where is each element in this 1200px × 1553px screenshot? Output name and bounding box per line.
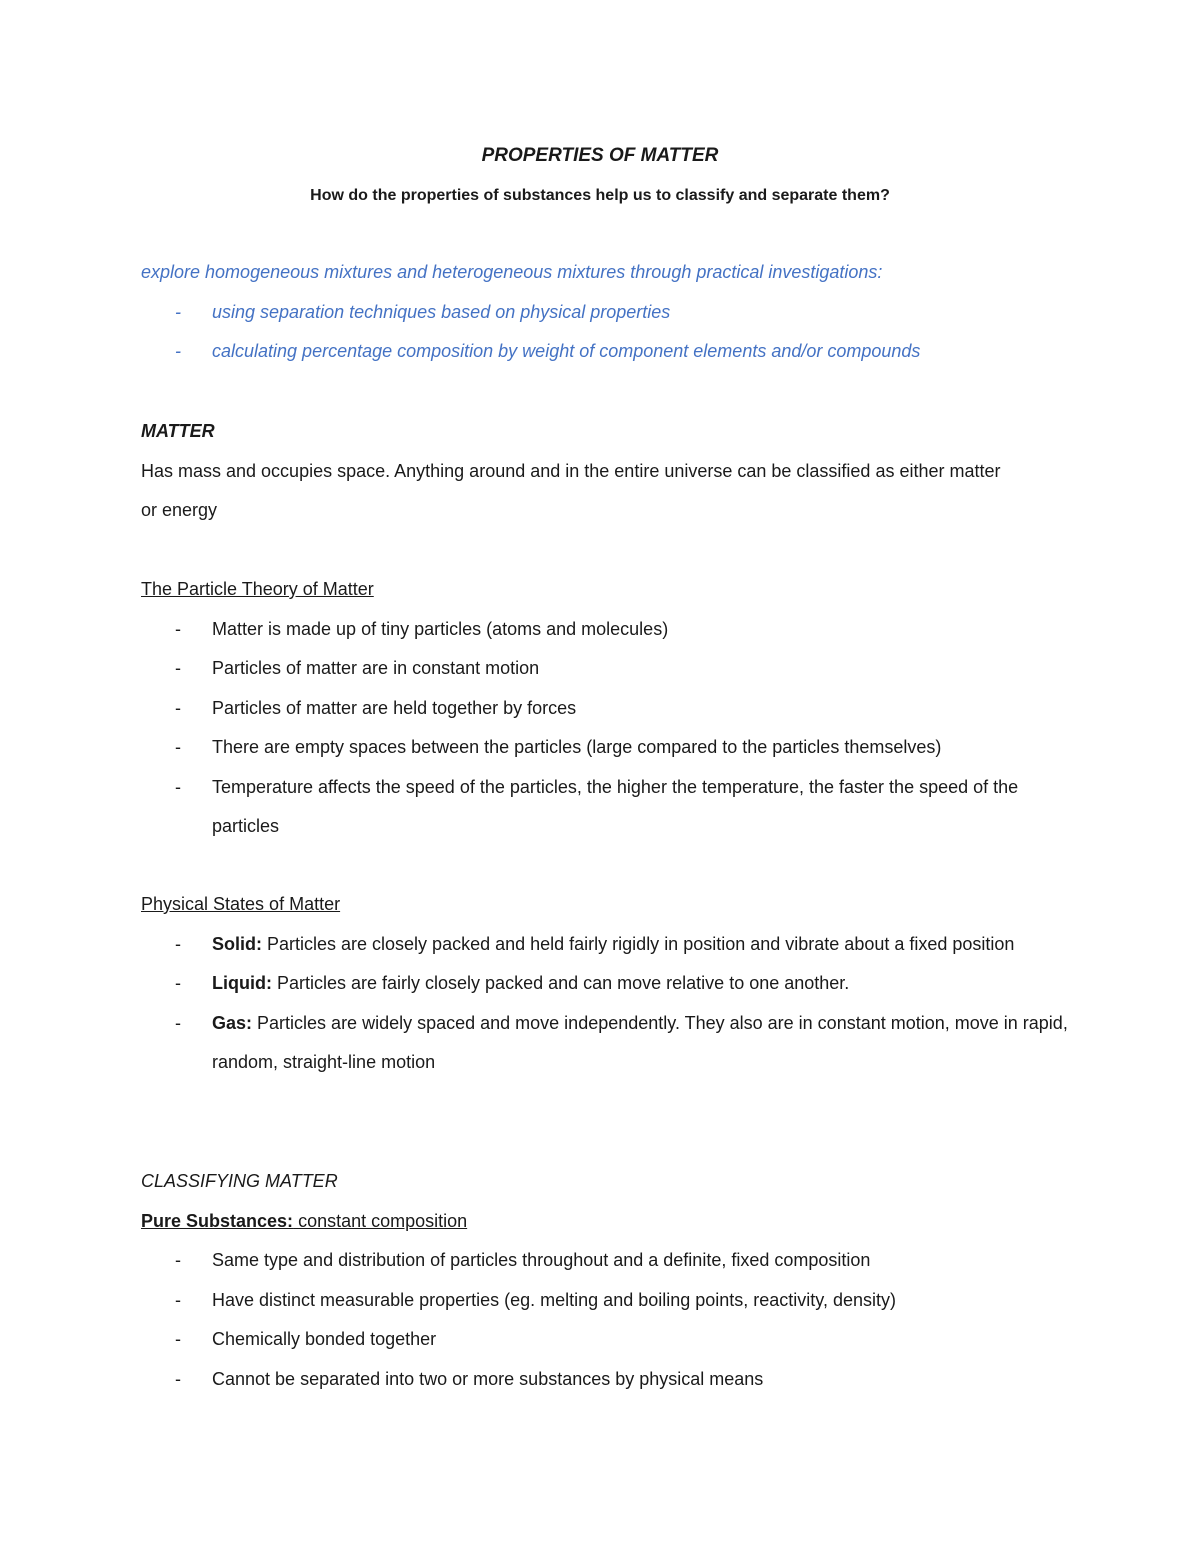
states-bullets	[141, 925, 1081, 1083]
intro-lead: explore homogeneous mixtures and heterogeneous mixtures through practical investigations:	[141, 262, 883, 282]
list-item: - Temperature affects the speed of the particles, the higher the temperature, the faster the speed of the particles	[175, 776, 1019, 836]
list-item: - Particles of matter are in constant motion	[175, 658, 540, 678]
list-item: - Chemically bonded together	[175, 1329, 437, 1349]
particle-theory-heading: The Particle Theory of Matter	[141, 579, 374, 599]
page-subtitle: How do the properties of substances help us to classify and separate them?	[310, 187, 890, 204]
page-title: PROPERTIES OF MATTER	[481, 145, 719, 166]
list-item: - Gas: Particles are widely spaced and move independently. They also are in constant motion, move in rapid, random, straight-line motion	[175, 1012, 1068, 1072]
list-item: - calculating percentage composition by weight of component elements and/or compounds	[175, 341, 921, 361]
state-term: Liquid:	[212, 973, 272, 993]
list-item: - using separation techniques based on physical properties	[175, 301, 671, 322]
particle-theory-bullets	[141, 610, 1081, 847]
states-heading: Physical States of Matter	[141, 894, 341, 914]
matter-heading: MATTER	[141, 421, 215, 441]
list-item: - Liquid: Particles are fairly closely packed and can move relative to one another.	[175, 973, 850, 993]
state-term: Solid:	[212, 933, 262, 954]
pure-substances-bullets	[141, 1241, 1081, 1399]
states-section	[141, 885, 1081, 1083]
list-item: - Cannot be separated into two or more substances by physical means	[175, 1368, 764, 1389]
classifying-heading: CLASSIFYING MATTER	[141, 1171, 338, 1191]
list-item: - Particles of matter are held together by forces	[175, 697, 577, 718]
state-term: Gas:	[212, 1012, 253, 1033]
list-item: - Have distinct measurable properties (eg. melting and boiling points, reactivity, density)	[175, 1289, 896, 1310]
matter-section	[141, 412, 1081, 531]
intro-section	[141, 253, 1081, 372]
classifying-section	[141, 1162, 1081, 1399]
particle-theory-section	[141, 570, 1081, 847]
intro-bullets	[141, 293, 1081, 372]
pure-substances-heading: Pure Substances: constant composition	[141, 1210, 468, 1231]
list-item: - There are empty spaces between the particles (large compared to the particles themselves)	[175, 737, 942, 757]
matter-text: Has mass and occupies space. Anything around and in the entire universe can be classified as either matter or energy	[141, 460, 1001, 520]
list-item: - Matter is made up of tiny particles (atoms and molecules)	[175, 618, 669, 639]
list-item: - Same type and distribution of particles throughout and a definite, fixed composition	[175, 1250, 871, 1270]
list-item: - Solid: Particles are closely packed and held fairly rigidly in position and vibrate about a fixed position	[175, 933, 1015, 954]
